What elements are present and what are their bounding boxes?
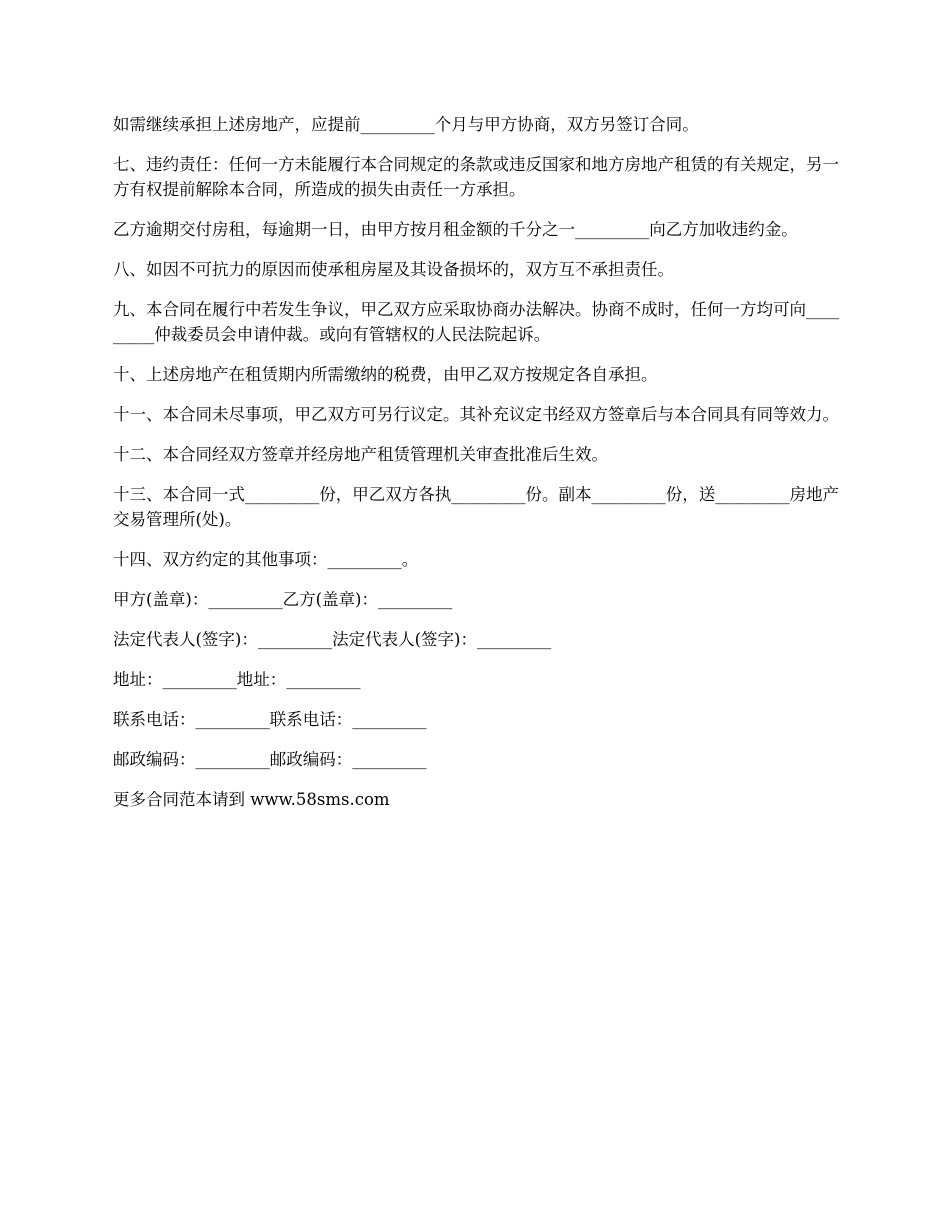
clause-12-effectiveness: 十二、本合同经双方签章并经房地产租赁管理机关审查批准后生效。 xyxy=(113,445,608,464)
clause-14-other-matters: 十四、双方约定的其他事项：_________。 xyxy=(113,550,419,569)
clause-13-copies: 十三、本合同一式_________份，甲乙双方各执_________份。副本_________份，送_________房地产交易管理所(处)。 xyxy=(113,485,839,529)
clause-8-force-majeure: 八、如因不可抗力的原因而使承租房屋及其设备损坏的，双方互不承担责任。 xyxy=(113,260,674,279)
late-payment-penalty: 乙方逾期交付房租，每逾期一日，由甲方按月租金额的千分之一_________向乙方加收违约金。 xyxy=(113,220,798,239)
address-line: 地址：_________地址：_________ xyxy=(113,670,361,689)
contract-document xyxy=(113,112,841,827)
signature-seal-line: 甲方(盖章)：_________乙方(盖章)：_________ xyxy=(113,590,453,609)
phone-line: 联系电话：_________联系电话：_________ xyxy=(113,710,427,729)
clause-10-taxes: 十、上述房地产在租赁期内所需缴纳的税费，由甲乙双方按规定各自承担。 xyxy=(113,365,658,384)
clause-9-dispute-resolution: 九、本合同在履行中若发生争议，甲乙双方应采取协商办法解决。协商不成时，任何一方均可向_________仲裁委员会申请仲裁。或向有管辖权的人民法院起诉。 xyxy=(113,300,839,344)
clause-7-breach-liability: 七、违约责任：任何一方未能履行本合同规定的条款或违反国家和地方房地产租赁的有关规定，另一方有权提前解除本合同，所造成的损失由责任一方承担。 xyxy=(113,155,839,199)
legal-representative-line: 法定代表人(签字)：_________法定代表人(签字)：_________ xyxy=(113,630,552,649)
renewal-clause: 如需继续承担上述房地产，应提前_________个月与甲方协商，双方另签订合同。 xyxy=(113,115,699,134)
clause-11-supplementary: 十一、本合同未尽事项，甲乙双方可另行议定。其补充议定书经双方签章后与本合同具有同等效力。 xyxy=(113,405,839,424)
footer-more-templates: 更多合同范本请到 www.58sms.com xyxy=(113,790,390,809)
postal-code-line: 邮政编码：_________邮政编码：_________ xyxy=(113,750,427,769)
